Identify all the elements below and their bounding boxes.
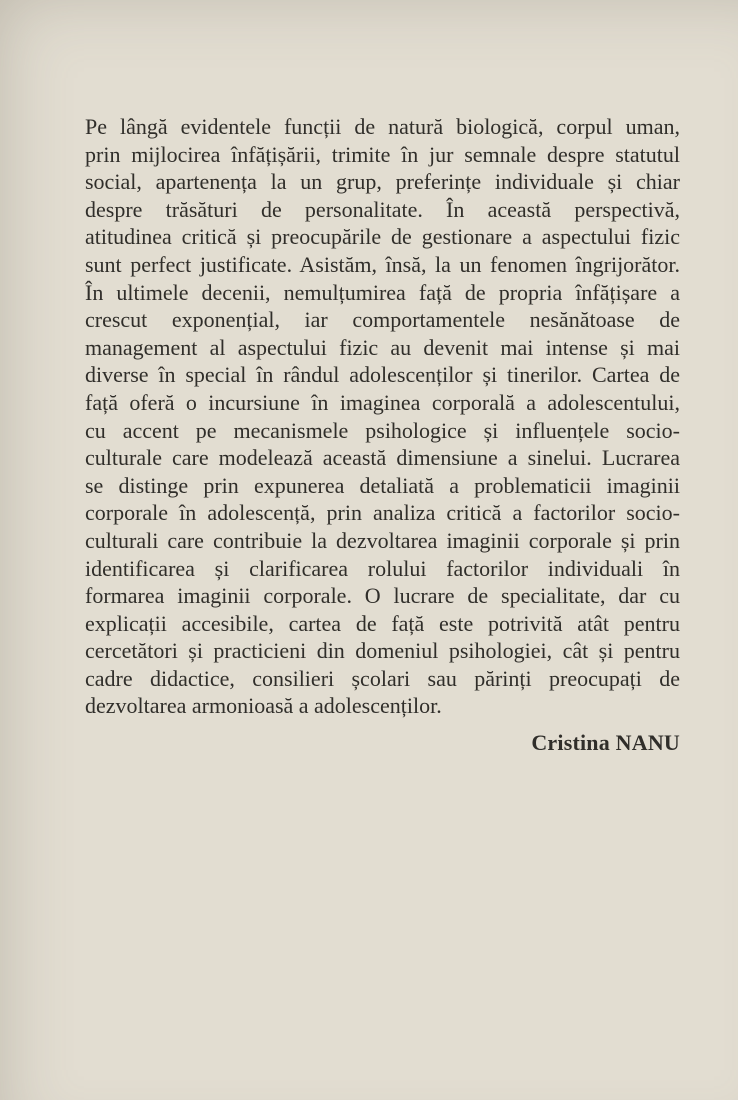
paragraph-line: diverse în special în rândul adolescenților și tinerilor. Cartea de [85,362,680,388]
paragraph-line: cercetători și practicieni din domeniul psihologiei, cât și pentru [85,638,680,664]
author-signature: Cristina NANU [531,730,680,756]
paragraph-line: atitudinea critică și preocupările de gestionare a aspectului fizic [85,224,680,250]
paragraph-line: culturali care contribuie la dezvoltarea imaginii corporale și prin [85,527,680,553]
description-paragraph [85,113,680,720]
paragraph-line: față oferă o incursiune în imaginea corporală a adolescentului, [85,389,680,415]
paragraph-line: sunt perfect justificate. Asistăm, însă, la un fenomen îngrijorător. [85,251,680,277]
paragraph-line: corporale în adolescență, prin analiza critică a factorilor socio- [85,500,680,526]
paragraph-line: se distinge prin expunerea detaliată a problematicii imaginii [85,472,680,498]
paragraph-line: cadre didactice, consilieri școlari sau părinți preocupați de [85,665,680,691]
paragraph-line: Pe lângă evidentele funcții de natură biologică, corpul uman, [85,114,680,139]
paragraph-line: formarea imaginii corporale. O lucrare de specialitate, dar cu [85,583,680,609]
paragraph-line: despre trăsături de personalitate. În această perspectivă, [85,196,680,222]
paragraph-line: explicații accesibile, cartea de față este potrivită atât pentru [85,610,680,636]
paragraph-line: crescut exponențial, iar comportamentele nesănătoase de [85,307,680,333]
paragraph-line: management al aspectului fizic au devenit mai intense și mai [85,334,680,360]
paragraph-line: dezvoltarea armonioasă a adolescenților. [85,693,442,719]
description-text-block [85,113,680,757]
paragraph-line: identificarea și clarificarea rolului factorilor individuali în [85,555,680,581]
paragraph-line: cu accent pe mecanismele psihologice și influențele socio- [85,417,680,443]
paragraph-line: culturale care modelează această dimensiune a sinelui. Lucrarea [85,445,680,471]
paragraph-line: prin mijlocirea înfățișării, trimite în jur semnale despre statutul [85,141,680,167]
paragraph-line: social, apartenența la un grup, preferințe individuale și chiar [85,169,680,195]
paragraph-line: În ultimele decenii, nemulțumirea față de propria înfățișare a [85,279,680,305]
